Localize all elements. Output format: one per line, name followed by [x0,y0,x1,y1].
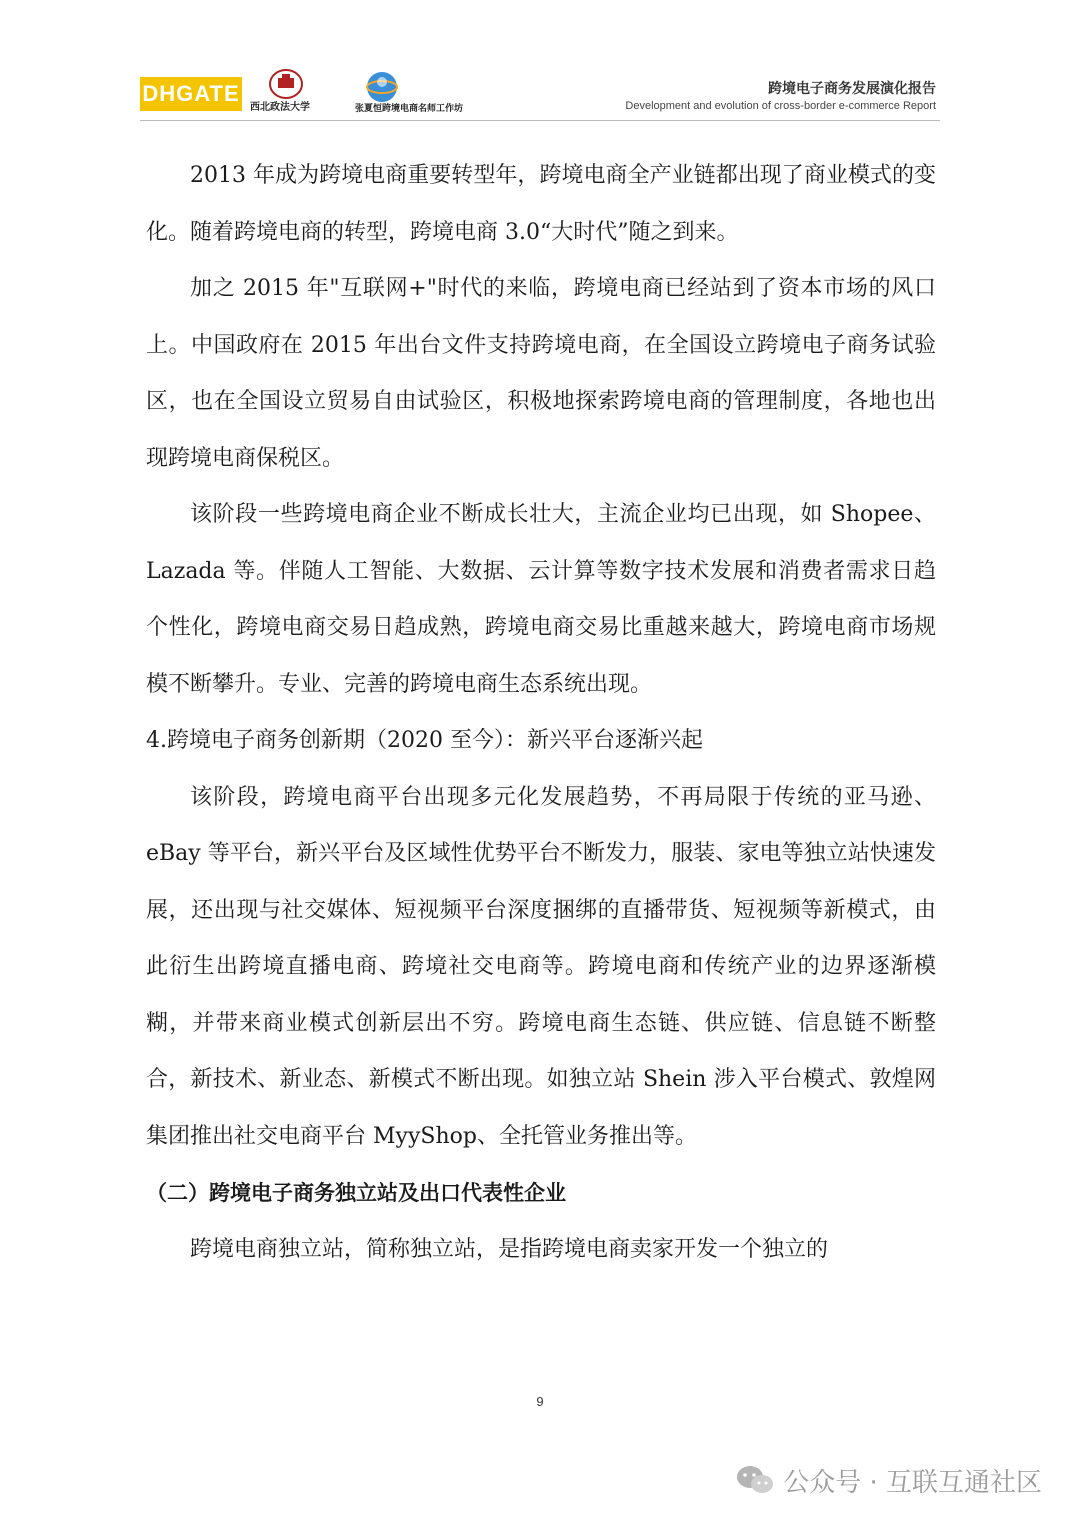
university-logo [250,68,348,118]
university-emblem-icon [268,68,304,100]
header-divider [140,120,940,121]
report-title: 跨境电子商务发展演化报告 [768,81,936,97]
paragraph: 加之 2015 年"互联网+"时代的来临，跨境电商已经站到了资本市场的风口上。中国政府在 2015 年出台文件支持跨境电商，在全国设立跨境电子商务试验区，也在全国设立贸易自由试验区，积极地探索跨境电商的管理制度，各地也出现跨境电商保税区。 [146,276,936,471]
paragraph: 该阶段，跨境电商平台出现多元化发展趋势，不再局限于传统的亚马逊、eBay 等平台，新兴平台及区域性优势平台不断发力，服装、家电等独立站快速发展，还出现与社交媒体、短视频平台深度捆绑的直播带货、短视频等新模式，由此衍生出跨境直播电商、跨境社交电商等。跨境电商和传统产业的边界逐渐模糊，并带来商业模式创新层出不穷。跨境电商生态链、供应链、信息链不断整合，新技术、新业态、新模式不断出现。如独立站 Shein 涉入平台模式、敦煌网集团推出社交电商平台 MyyShop、全托管业务推出等。 [146,784,936,1149]
dhgate-logo: DHGATE [140,77,242,111]
section-heading-2: （二）跨境电子商务独立站及出口代表性企业 [146,1181,566,1205]
report-subtitle: Development and evolution of cross-border e-commerce Report [625,100,936,112]
page-header [0,0,1080,130]
section-heading-4: 4.跨境电子商务创新期（2020 至今）：新兴平台逐渐兴起 [146,728,703,753]
paragraph: 跨境电商独立站，简称独立站，是指跨境电商卖家开发一个独立的 [190,1236,829,1262]
page-number: 9 [536,1394,544,1409]
wechat-watermark [735,1460,1042,1500]
paragraph: 2013 年成为跨境电商重要转型年，跨境电商全产业链都出现了商业模式的变化。随着跨境电商的转型，跨境电商 3.0“大时代”随之到来。 [146,163,936,245]
globe-icon [365,70,399,104]
studio-name: 张夏恒跨境电商名师工作坊 [355,104,464,114]
wechat-icon [735,1463,775,1497]
studio-logo [355,70,464,120]
university-name: 西北政法大学 [250,102,310,113]
watermark-text: 公众号 · 互联互通社区 [783,1467,1042,1498]
document-body [146,148,936,1278]
paragraph: 该阶段一些跨境电商企业不断成长壮大，主流企业均已出现，如 Shopee、Lazada 等。伴随人工智能、大数据、云计算等数字技术发展和消费者需求日趋个性化，跨境电商交易日趋成熟，跨境电商交易比重越来越大，跨境电商市场规模不断攀升。专业、完善的跨境电商生态系统出现。 [146,502,936,697]
